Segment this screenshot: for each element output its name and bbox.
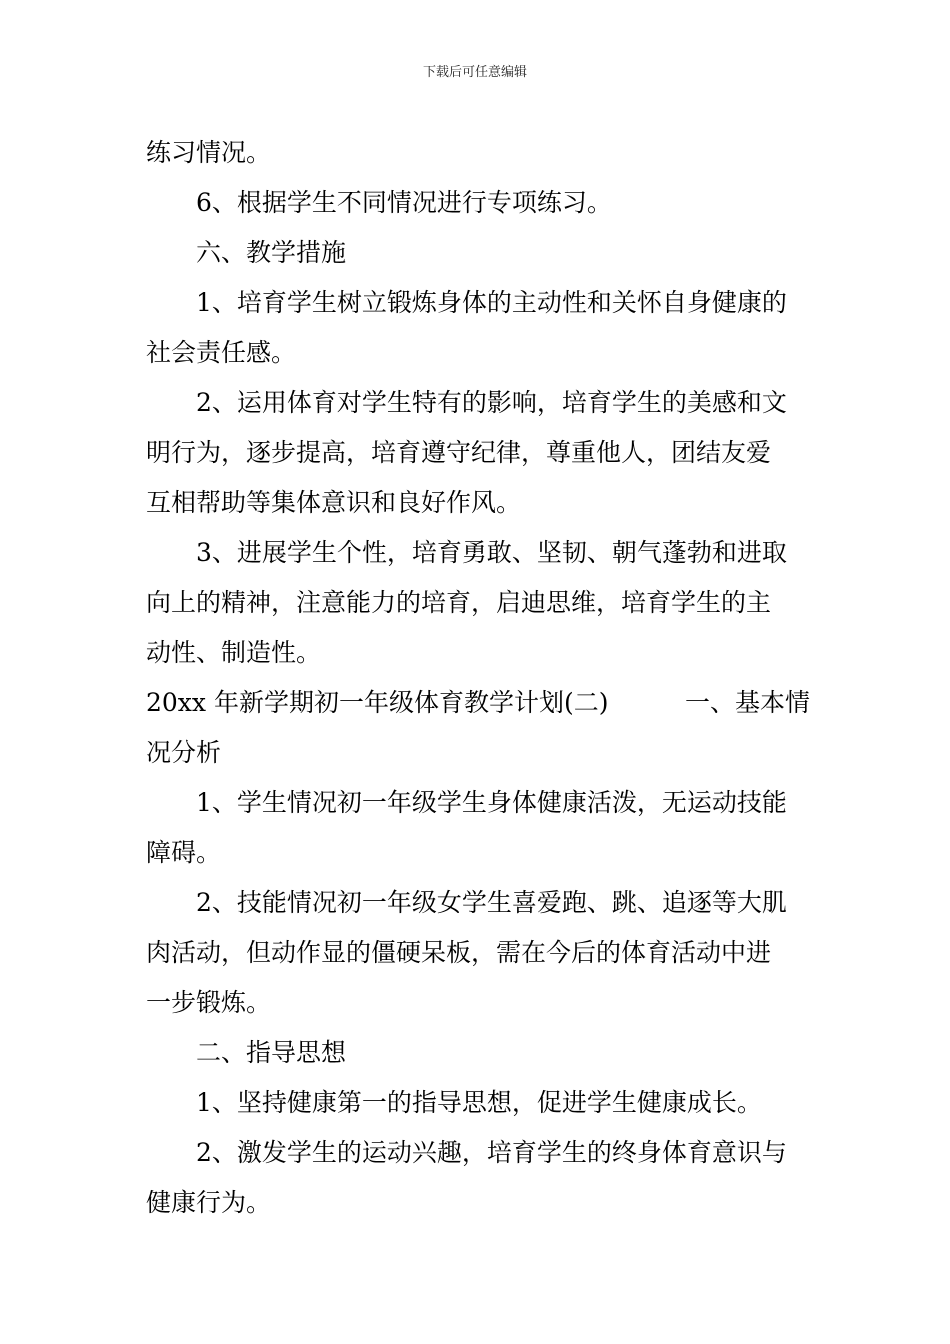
text-line: 1、培育学生树立锻炼身体的主动性和关怀自身健康的: [196, 288, 787, 317]
section-heading: 六、教学措施: [196, 238, 347, 267]
text-line: 向上的精神，注意能力的培育，启迪思维，培育学生的主: [146, 588, 772, 617]
text-line: 健康行为。: [146, 1188, 272, 1217]
text-line: 2、激发学生的运动兴趣，培育学生的终身体育意识与: [196, 1138, 787, 1167]
section-heading: 二、指导思想: [196, 1038, 347, 1067]
text-line: 动性、制造性。: [146, 638, 322, 667]
text-line: 互相帮助等集体意识和良好作风。: [146, 488, 522, 517]
text-line: 况分析: [146, 738, 222, 767]
section-heading: 一、基本情: [684, 688, 810, 717]
body-text: [146, 128, 810, 1228]
text-line: 2、运用体育对学生特有的影响，培育学生的美感和文: [196, 388, 787, 417]
text-line: 1、学生情况初一年级学生身体健康活泼，无运动技能: [196, 788, 787, 817]
text-line: 1、坚持健康第一的指导思想，促进学生健康成长。: [196, 1088, 762, 1117]
text-line: 一步锻炼。: [146, 988, 272, 1017]
document-title-line: [146, 678, 810, 728]
text-line: 障碍。: [146, 838, 222, 867]
document-title: 20xx 年新学期初一年级体育教学计划(二): [146, 688, 609, 717]
page-header: 下载后可任意编辑: [422, 65, 527, 80]
text-line: 肉活动，但动作显的僵硬呆板，需在今后的体育活动中进: [146, 938, 772, 967]
text-line: 6、根据学生不同情况进行专项练习。: [196, 188, 612, 217]
text-line: 练习情况。: [146, 138, 272, 167]
text-line: 社会责任感。: [146, 338, 297, 367]
text-line: 明行为，逐步提高，培育遵守纪律，尊重他人，团结友爱: [146, 438, 772, 467]
text-line: 3、进展学生个性，培育勇敢、坚韧、朝气蓬勃和进取: [196, 538, 787, 567]
text-line: 2、技能情况初一年级女学生喜爱跑、跳、追逐等大肌: [196, 888, 787, 917]
